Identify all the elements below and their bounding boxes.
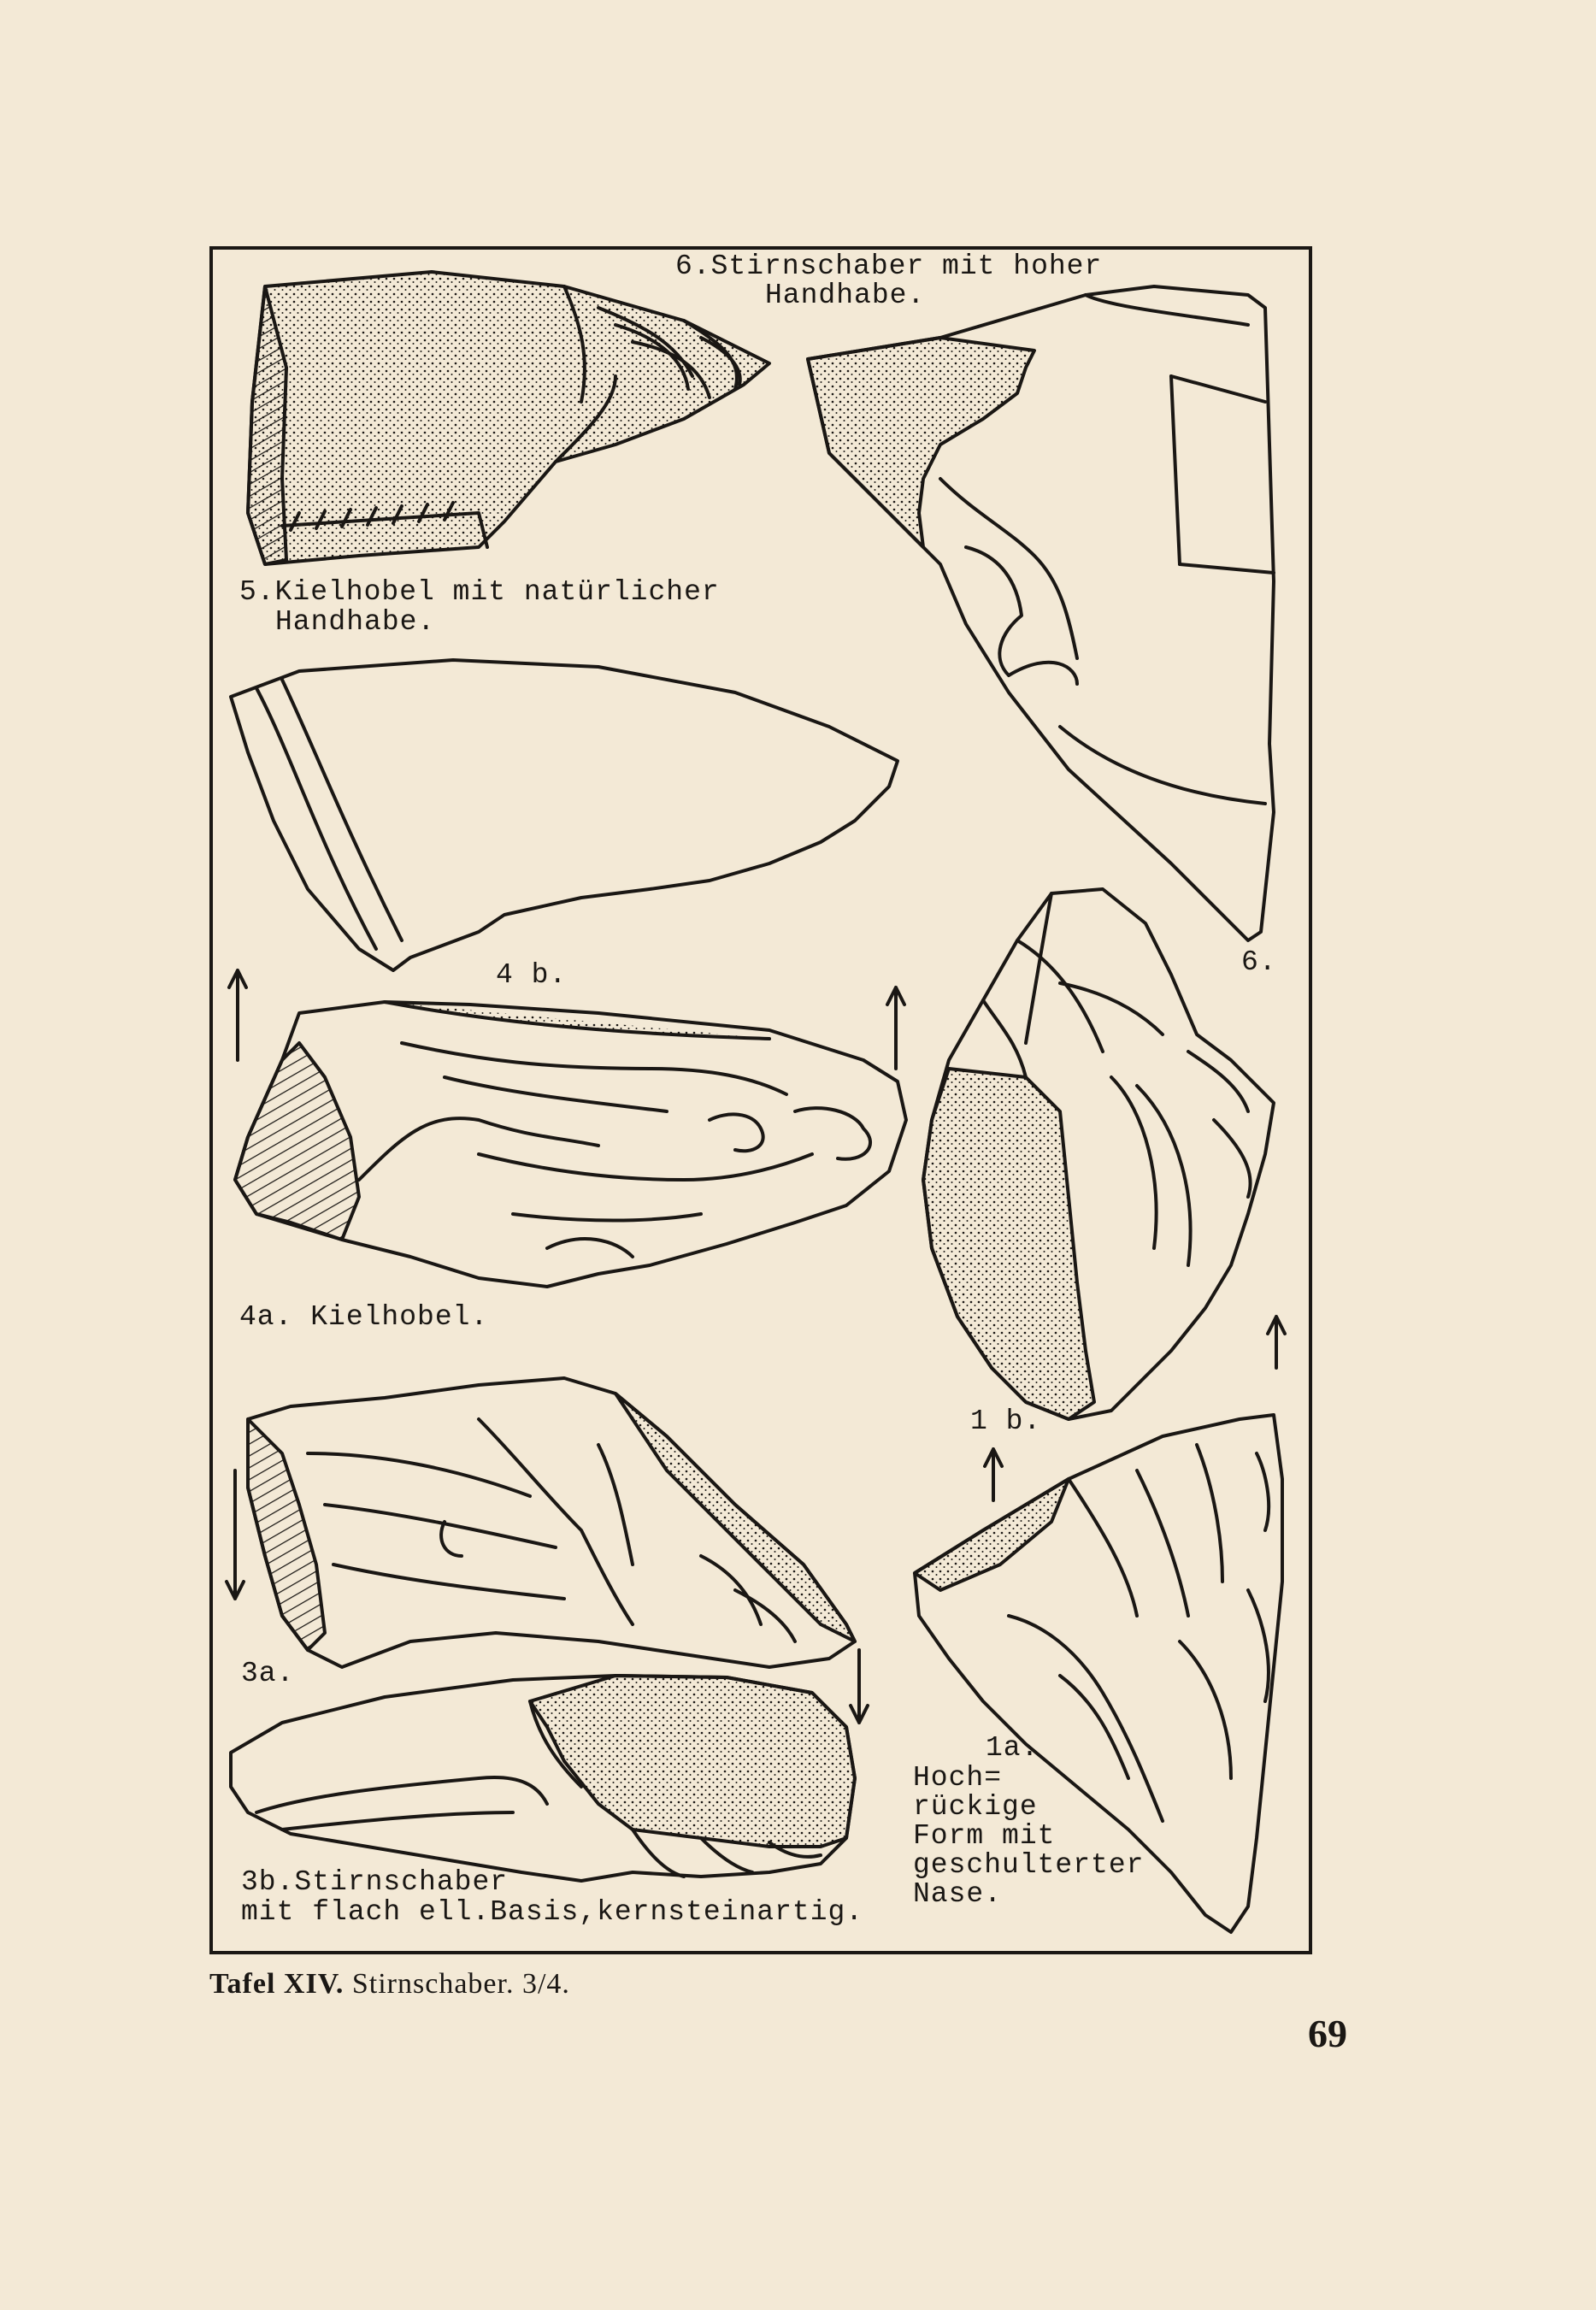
fig1a-label-line1: 1a. — [986, 1732, 1039, 1764]
figure-5-drawing — [248, 272, 769, 564]
fig1a-label-line4: Form mit — [913, 1820, 1056, 1852]
figure-1b-drawing — [923, 889, 1274, 1419]
figure-6-drawing — [808, 286, 1274, 940]
fig1a-label-line2: Hoch= — [913, 1762, 1003, 1794]
figure-4a-drawing — [235, 1002, 906, 1287]
fig3a-label: 3a. — [241, 1658, 295, 1689]
fig6-title-line1: 6.Stirnschaber mit hoher — [675, 250, 1103, 282]
fig6-title-line2: Handhabe. — [765, 280, 926, 311]
caption-scale: 3/4. — [521, 1968, 570, 2000]
caption-tafel: Tafel XIV. — [209, 1968, 345, 2000]
figure-3b-drawing — [231, 1676, 855, 1881]
plate-caption — [209, 1968, 570, 2001]
figure-3a-drawing — [248, 1378, 855, 1667]
figure-4b-drawing — [231, 660, 898, 970]
caption-title: Stirnschaber. — [351, 1968, 515, 2000]
fig3b-label-line1: 3b.Stirnschaber — [241, 1866, 509, 1898]
fig1a-label-line6: Nase. — [913, 1878, 1003, 1910]
page-number: 69 — [1308, 2012, 1347, 2055]
fig4b-label: 4 b. — [496, 959, 568, 991]
fig3b-label-line2: mit flach ell.Basis,kernsteinartig. — [241, 1896, 864, 1928]
fig1a-label-line3: rückige — [913, 1791, 1038, 1823]
fig1b-label: 1 b. — [970, 1405, 1042, 1437]
fig5-title-line2: Handhabe. — [275, 606, 436, 638]
fig6-number-label: 6. — [1241, 946, 1277, 978]
fig4a-label: 4a. Kielhobel. — [239, 1301, 489, 1333]
fig1a-label-line5: geschulterter — [913, 1849, 1145, 1881]
fig5-title-line1: 5.Kielhobel mit natürlicher — [239, 576, 720, 608]
